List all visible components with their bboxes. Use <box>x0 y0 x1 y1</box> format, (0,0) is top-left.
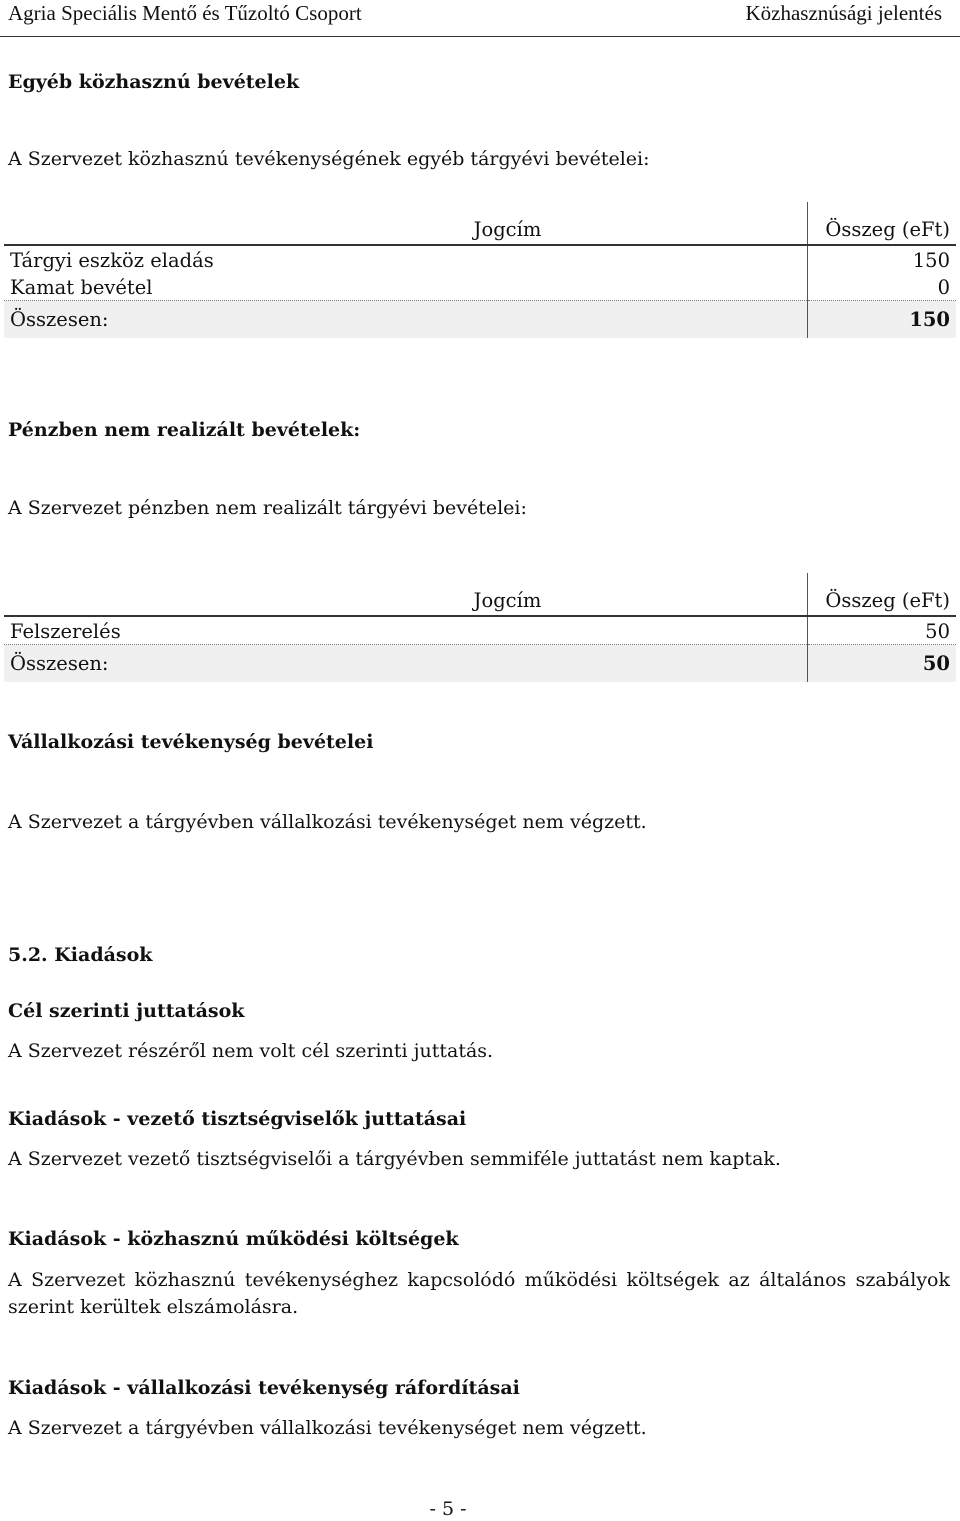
operating-costs-heading: Kiadások - közhasznú működési költségek <box>8 1228 459 1250</box>
header-divider <box>0 36 960 37</box>
row-label: Tárgyi eszköz eladás <box>10 249 214 272</box>
non-cash-income-heading: Pénzben nem realizált bevételek: <box>8 419 361 441</box>
business-income-text: A Szervezet a tárgyévben vállalkozási tevékenységet nem végzett. <box>8 811 647 833</box>
table-row <box>4 273 956 301</box>
row-value: 150 <box>808 245 957 273</box>
row-label: Felszerelés <box>10 620 121 643</box>
total-label: Összesen: <box>4 301 808 339</box>
business-costs-text: A Szervezet a tárgyévben vállalkozási tevékenységet nem végzett. <box>8 1417 647 1439</box>
expenses-section-heading: 5.2. Kiadások <box>8 944 153 966</box>
total-label: Összesen: <box>4 645 808 683</box>
officers-benefits-text: A Szervezet vezető tisztségviselői a tárgyévben semmiféle juttatást nem kaptak. <box>8 1148 781 1170</box>
officers-benefits-heading: Kiadások - vezető tisztségviselők juttatásai <box>8 1108 467 1130</box>
column-header-title: Jogcím <box>473 589 542 612</box>
non-cash-income-table <box>4 573 956 682</box>
column-header-title: Jogcím <box>473 218 542 241</box>
table-total-row <box>4 645 956 683</box>
table-header-row <box>4 573 956 616</box>
table-total-row <box>4 301 956 339</box>
total-value: 150 <box>808 301 957 339</box>
business-income-heading: Vállalkozási tevékenység bevételei <box>8 731 374 753</box>
total-value: 50 <box>808 645 957 683</box>
row-label: Kamat bevétel <box>10 276 153 299</box>
table-row <box>4 616 956 645</box>
header-organization: Agria Speciális Mentő és Tűzoltó Csoport <box>8 1 362 25</box>
table-row <box>4 245 956 273</box>
other-income-heading: Egyéb közhasznú bevételek <box>8 71 300 93</box>
other-income-table <box>4 202 956 338</box>
row-value: 0 <box>808 273 957 301</box>
column-header-amount: Összeg (eFt) <box>808 202 957 245</box>
table-header-row <box>4 202 956 245</box>
purpose-grants-heading: Cél szerinti juttatások <box>8 1000 245 1022</box>
operating-costs-text: A Szervezet közhasznú tevékenységhez kapcsolódó működési költségek az általános szabályok szerint kerültek elszámolásra. <box>8 1269 950 1318</box>
non-cash-income-intro: A Szervezet pénzben nem realizált tárgyévi bevételei: <box>8 497 527 519</box>
page-number: - 5 - <box>429 1498 467 1520</box>
header-report-title: Közhasznúsági jelentés <box>745 1 942 25</box>
purpose-grants-text: A Szervezet részéről nem volt cél szerinti juttatás. <box>8 1040 494 1062</box>
row-value: 50 <box>808 616 957 645</box>
other-income-intro: A Szervezet közhasznú tevékenységének egyéb tárgyévi bevételei: <box>8 148 650 170</box>
business-costs-heading: Kiadások - vállalkozási tevékenység ráfordításai <box>8 1377 520 1399</box>
column-header-amount: Összeg (eFt) <box>808 573 957 616</box>
